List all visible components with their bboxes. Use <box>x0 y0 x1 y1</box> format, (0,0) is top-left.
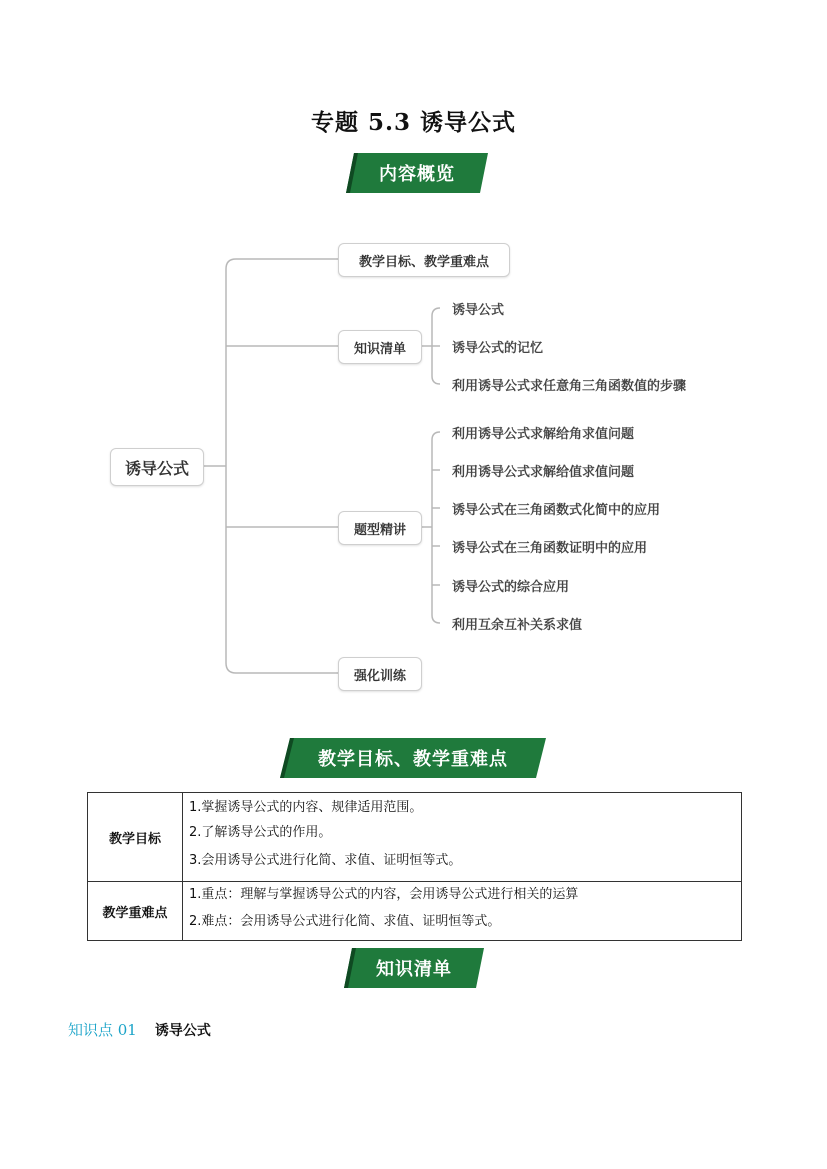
knowledge-point-heading <box>68 1019 211 1040</box>
table-row <box>88 882 742 941</box>
mindmap-leaf: 利用互余互补关系求值 <box>452 618 583 633</box>
row-header-goals: 教学目标 <box>88 793 183 882</box>
knowledge-banner-label: 知识清单 <box>376 959 452 980</box>
mindmap-branch-goals: 教学目标、教学重难点 <box>338 243 510 277</box>
goal-line: 2.了解诱导公式的作用。 <box>189 825 332 840</box>
goals-banner <box>280 738 546 778</box>
goals-banner-label: 教学目标、教学重难点 <box>318 749 508 770</box>
mindmap-branch-training: 强化训练 <box>338 657 422 691</box>
table-row <box>88 793 742 882</box>
key-point-line: 1.重点：理解与掌握诱导公式的内容，会用诱导公式进行相关的运算 <box>189 887 579 902</box>
mindmap-leaf: 诱导公式的记忆 <box>452 341 544 356</box>
key-point-line: 2.难点：会用诱导公式进行化简、求值、证明恒等式。 <box>189 914 501 929</box>
goal-line: 1.掌握诱导公式的内容、规律适用范围。 <box>189 800 423 815</box>
mindmap-branch-question-types: 题型精讲 <box>338 511 422 545</box>
goals-table <box>87 792 742 941</box>
mindmap-leaf: 诱导公式的综合应用 <box>452 580 570 595</box>
goal-line: 3.会用诱导公式进行化简、求值、证明恒等式。 <box>189 853 462 868</box>
mindmap-leaf: 诱导公式在三角函数式化简中的应用 <box>452 503 661 518</box>
row-body-goals <box>183 793 742 882</box>
knowledge-point-number: 知识点 01 <box>68 1021 137 1039</box>
overview-banner-label: 内容概览 <box>379 164 455 185</box>
knowledge-banner <box>344 948 484 988</box>
mindmap-leaf: 利用诱导公式求解给角求值问题 <box>452 427 635 442</box>
mindmap-leaf: 诱导公式在三角函数证明中的应用 <box>452 541 648 556</box>
mindmap-leaf: 利用诱导公式求任意角三角函数值的步骤 <box>452 379 687 394</box>
page-title: 专题 5.3 诱导公式 <box>310 109 517 136</box>
row-body-key-points <box>183 882 742 941</box>
mindmap-leaf: 利用诱导公式求解给值求值问题 <box>452 465 635 480</box>
knowledge-point-name: 诱导公式 <box>154 1023 211 1039</box>
mindmap-root: 诱导公式 <box>110 448 204 486</box>
row-header-key-points: 教学重难点 <box>88 882 183 941</box>
mindmap-leaf: 诱导公式 <box>452 303 505 318</box>
mindmap-branch-knowledge: 知识清单 <box>338 330 422 364</box>
